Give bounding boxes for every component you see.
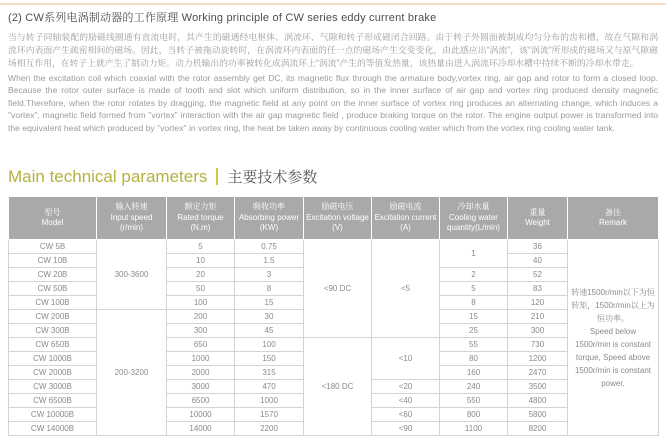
cell-weight: 300 — [508, 324, 568, 338]
cell-weight: 5800 — [508, 408, 568, 422]
cell-weight: 2470 — [508, 366, 568, 380]
intro-paragraph-english: When the excitation coil which coaxial with the rotor assembly get DC, its magnetic flux through the armature body,vortex ring, air gap and rotor to form a closed loop. Because the rotor outer surface is made of tooth and slot which uniform distribution, so in the inner surface of air gap and vortex ring produced density magnetic field.Therefore, when the rotor rotates by dragging, the magnetic field at any point on the inner surface of vortex ring produces an alternating change, which induces a "vortex", magnetic field formed from "vortex" interaction with the air gap magnetic field , produce braking torque on the rotor. The engine output power is transformed into the equivalent heat which produced by "vortex" in vortex ring, the heat be taken away by continuous cooling water which from the vortex ring cooling water tank. — [8, 73, 658, 133]
cell-cooling: 25 — [440, 324, 508, 338]
cell-power: 1570 — [235, 408, 304, 422]
remark-text-zh: 转速1500r/min以下为恒转矩，1500r/min以上为恒功率。 — [571, 287, 655, 323]
cell-cooling: 240 — [440, 380, 508, 394]
cell-model: CW 1000B — [9, 352, 97, 366]
col-header-absorbing-power: 吸收功率 Absorbing power (KW) — [235, 197, 304, 240]
cell-torque: 14000 — [167, 422, 235, 436]
col-header-input-speed: 输入转速 Input speed (r/min) — [97, 197, 167, 240]
cell-remark — [568, 240, 659, 436]
cell-cooling: 160 — [440, 366, 508, 380]
cell-power: 30 — [235, 310, 304, 324]
cell-model: CW 200B — [9, 310, 97, 324]
cell-power: 0.75 — [235, 240, 304, 254]
intro-paragraph-chinese: 当与转子同轴装配的励磁线圈通有直流电时，其产生的磁通经电枢体、涡流环、气隙和转子形成磁闭合回路。由于转子外圆面被制成均匀分布的齿和槽，故在气隙和涡流环内表面产生疏密相间的磁场。因此，当转子被拖动旋转时，在涡流环内表面的任一点的磁场产生交变变化，由此感应出“涡流”，该“涡流”所形成的磁场又与原气隙磁场相互作用，在转子上就产生了制动力矩。动力机输出的功率被转化成涡流环上“涡流”产生的等值发热量，该热量由进入涡流环冷却水槽中持续不断的冷却水带走。 — [8, 32, 658, 68]
cell-current: <5 — [372, 240, 440, 338]
remark-text-en: Speed below 1500r/min is constant torque, Speed above 1500r/min is constant power. — [574, 326, 652, 388]
cell-torque: 5 — [167, 240, 235, 254]
cell-model: CW 6500B — [9, 394, 97, 408]
cell-cooling: 2 — [440, 268, 508, 282]
cell-torque: 20 — [167, 268, 235, 282]
technical-parameters-table — [8, 196, 659, 436]
cell-model: CW 5B — [9, 240, 97, 254]
cell-weight: 210 — [508, 310, 568, 324]
top-accent-line — [0, 3, 666, 5]
cell-cooling: 5 — [440, 282, 508, 296]
table-row — [9, 240, 659, 254]
cell-torque: 50 — [167, 282, 235, 296]
cell-power: 315 — [235, 366, 304, 380]
cell-torque: 100 — [167, 296, 235, 310]
cell-torque: 2000 — [167, 366, 235, 380]
cell-power: 8 — [235, 282, 304, 296]
cell-voltage: <180 DC — [304, 338, 372, 436]
cell-torque: 3000 — [167, 380, 235, 394]
cell-weight: 1200 — [508, 352, 568, 366]
cell-weight: 40 — [508, 254, 568, 268]
cell-cooling: 15 — [440, 310, 508, 324]
cell-torque: 10 — [167, 254, 235, 268]
cell-power: 470 — [235, 380, 304, 394]
cell-torque: 6500 — [167, 394, 235, 408]
cell-power: 2200 — [235, 422, 304, 436]
cell-current: <40 — [372, 394, 440, 408]
section-title-zh: 主要技术参数 — [227, 169, 318, 186]
cell-weight: 730 — [508, 338, 568, 352]
col-header-weight: 重量 Weight — [508, 197, 568, 240]
page-title: (2) CW系列电涡制动器的工作原理 Working principle of CW series eddy current brake — [8, 12, 437, 24]
cell-power: 15 — [235, 296, 304, 310]
cell-model: CW 100B — [9, 296, 97, 310]
col-header-excitation-current: 励磁电流 Excitation current (A) — [372, 197, 440, 240]
cell-weight: 4800 — [508, 394, 568, 408]
cell-power: 100 — [235, 338, 304, 352]
cell-power: 45 — [235, 324, 304, 338]
cell-weight: 8200 — [508, 422, 568, 436]
cell-weight: 3500 — [508, 380, 568, 394]
cell-cooling: 800 — [440, 408, 508, 422]
col-header-remark: 备注 Remark — [568, 197, 659, 240]
cell-cooling: 1 — [440, 240, 508, 268]
col-header-model: 型号 Model — [9, 197, 97, 240]
cell-cooling: 80 — [440, 352, 508, 366]
cell-model: CW 3000B — [9, 380, 97, 394]
cell-torque: 300 — [167, 324, 235, 338]
cell-model: CW 14000B — [9, 422, 97, 436]
cell-current: <20 — [372, 380, 440, 394]
cell-weight: 83 — [508, 282, 568, 296]
section-heading — [8, 166, 317, 187]
cell-model: CW 650B — [9, 338, 97, 352]
cell-torque: 200 — [167, 310, 235, 324]
cell-weight: 52 — [508, 268, 568, 282]
section-divider-bar — [216, 168, 218, 185]
col-header-rated-torque: 额定力矩 Rated torque (N.m) — [167, 197, 235, 240]
cell-cooling: 1100 — [440, 422, 508, 436]
cell-torque: 650 — [167, 338, 235, 352]
cell-current: <90 — [372, 422, 440, 436]
table-header-row — [9, 197, 659, 240]
cell-model: CW 10000B — [9, 408, 97, 422]
cell-current: <60 — [372, 408, 440, 422]
cell-current: <10 — [372, 338, 440, 380]
col-header-cooling-water: 冷却水量 Cooling water quantity(L/min) — [440, 197, 508, 240]
cell-cooling: 8 — [440, 296, 508, 310]
cell-model: CW 10B — [9, 254, 97, 268]
cell-weight: 120 — [508, 296, 568, 310]
col-header-excitation-voltage: 励磁电压 Excitation voltage (V) — [304, 197, 372, 240]
cell-power: 150 — [235, 352, 304, 366]
cell-weight: 36 — [508, 240, 568, 254]
cell-power: 3 — [235, 268, 304, 282]
cell-power: 1000 — [235, 394, 304, 408]
cell-cooling: 55 — [440, 338, 508, 352]
cell-model: CW 50B — [9, 282, 97, 296]
cell-model: CW 300B — [9, 324, 97, 338]
cell-model: CW 20B — [9, 268, 97, 282]
cell-torque: 1000 — [167, 352, 235, 366]
section-title-en: Main technical parameters — [8, 166, 208, 186]
cell-input-speed: 300-3600 — [97, 240, 167, 310]
cell-power: 1.5 — [235, 254, 304, 268]
cell-model: CW 2000B — [9, 366, 97, 380]
cell-torque: 10000 — [167, 408, 235, 422]
cell-cooling: 550 — [440, 394, 508, 408]
cell-input-speed: 200-3200 — [97, 310, 167, 436]
cell-voltage: <90 DC — [304, 240, 372, 338]
